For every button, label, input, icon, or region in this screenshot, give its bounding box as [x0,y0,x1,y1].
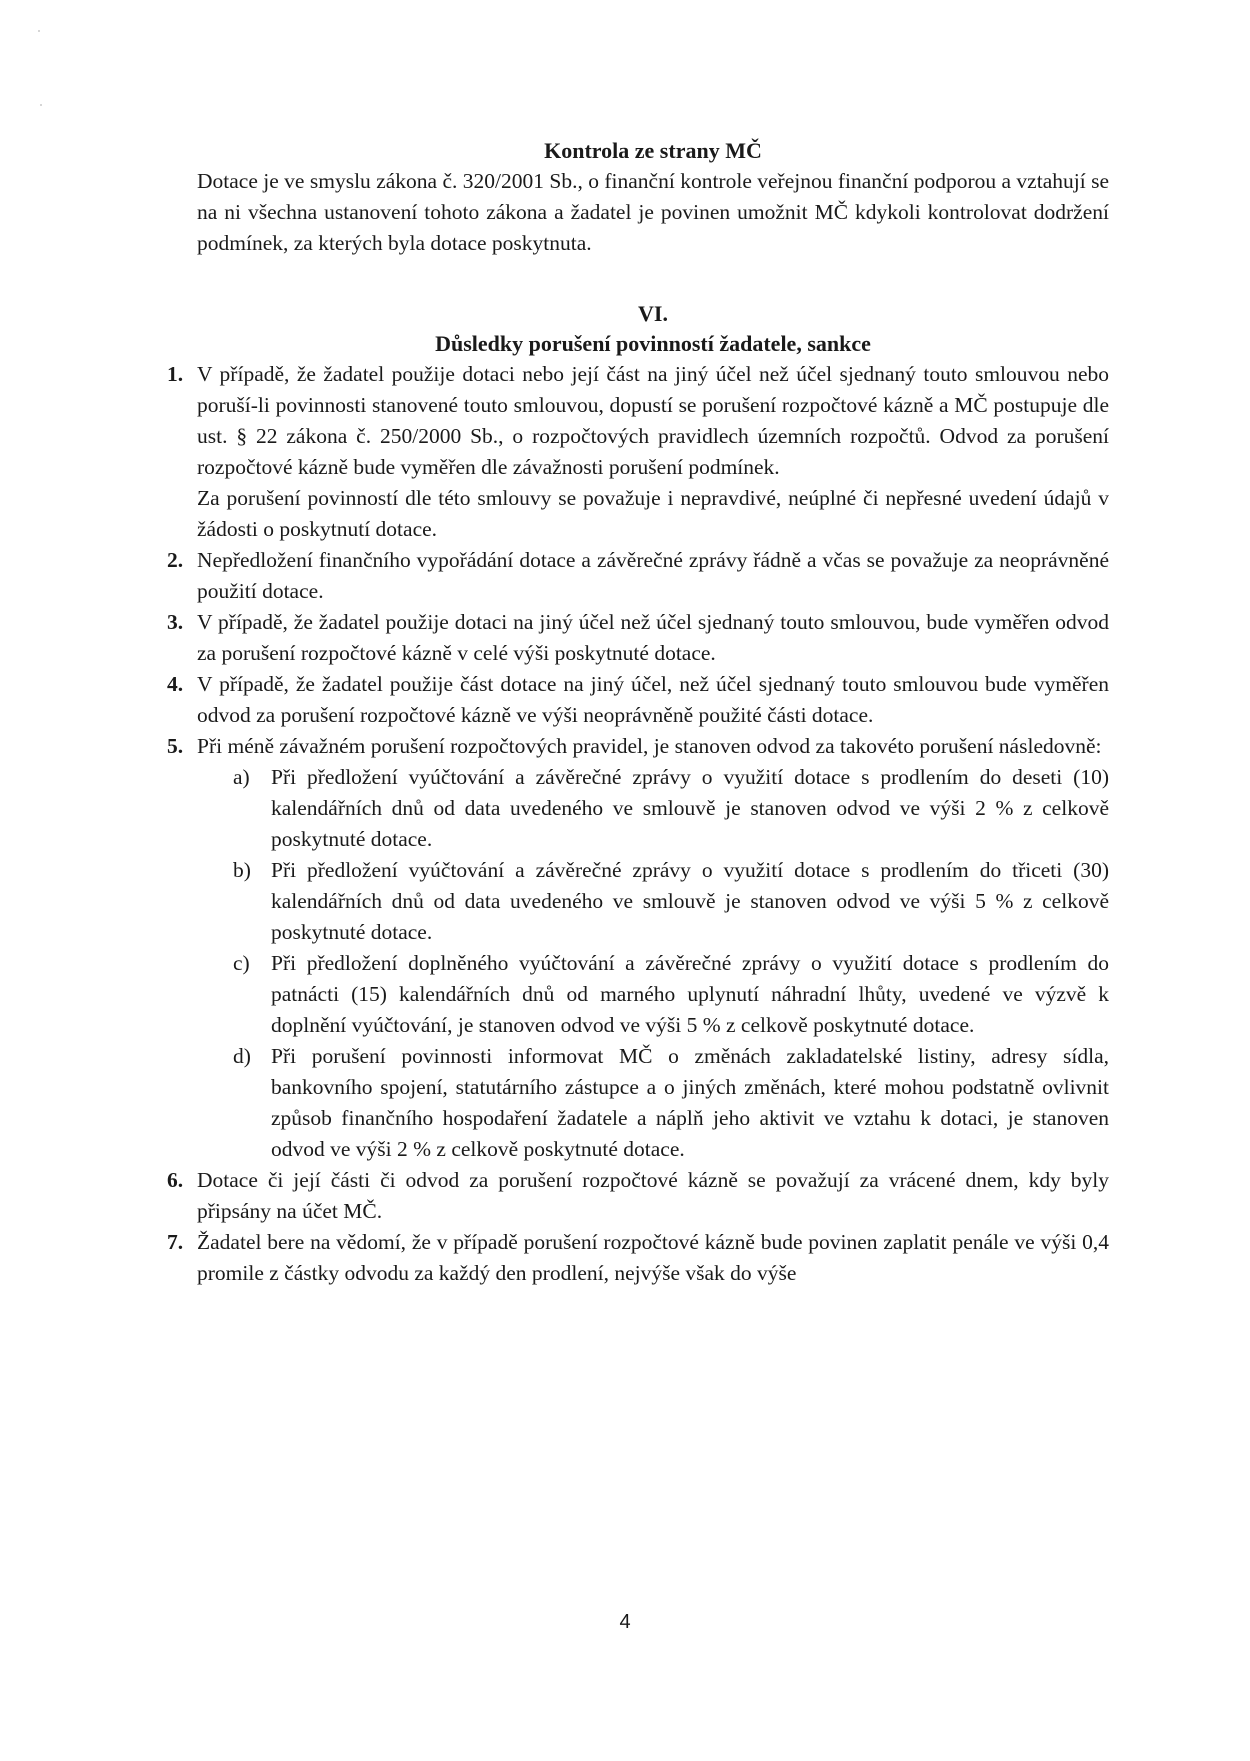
item-text: V případě, že žadatel použije část dotace na jiný účel, než účel sjednaný touto smlouvou bude vyměřen odvod za porušení rozpočtové kázně ve výši neoprávněně použité části dotace. [197,672,1109,727]
item-extra-text: Za porušení povinností dle této smlouvy se považuje i nepravdivé, neúplné či nepřesné uvedení údajů v žádosti o poskytnutí dotace. [197,486,1109,541]
sub-item-letter: c) [233,951,250,975]
item-number: 7. [167,1230,184,1254]
section-control-text: Dotace je ve smyslu zákona č. 320/2001 Sb., o finanční kontrole veřejnou finanční podporou a vztahují se na ni všechna ustanovení tohoto zákona a žadatel je povinen umožnit MČ kdykoli kontrolovat dodržení podmínek, za kterých byla dotace poskytnuta. [197,169,1109,255]
item-number: 2. [167,548,184,572]
page-content [167,136,1109,1289]
sub-item-text: Při předložení doplněného vyúčtování a závěrečné zprávy o využití dotace s prodlením do patnácti (15) kalendářních dnů od marného uplynutí náhradní lhůty, uvedené ve výzvě k doplnění vyúčtování, je stanoven odvod ve výši 5 % z celkově poskytnuté dotace. [271,951,1109,1037]
list-item-5 [167,731,1109,1165]
sub-item-text: Při předložení vyúčtování a závěrečné zprávy o využití dotace s prodlením do třiceti (30) kalendářních dnů od data uvedeného ve smlouvě je stanoven odvod ve výši 5 % z celkově poskytnuté dotace. [271,858,1109,944]
sub-item-c [233,948,1109,1041]
item-text: V případě, že žadatel použije dotaci na jiný účel než účel sjednaný touto smlouvou, bude vyměřen odvod za porušení rozpočtové kázně v celé výši poskytnuté dotace. [197,610,1109,665]
item-number: 4. [167,672,184,696]
item-text: Dotace či její části či odvod za porušení rozpočtové kázně se považují za vrácené dnem, kdy byly připsány na účet MČ. [197,1168,1109,1223]
sub-item-b [233,855,1109,948]
item-number: 6. [167,1168,184,1192]
item-text: Nepředložení finančního vypořádání dotace a závěrečné zprávy řádně a včas se považuje za neoprávněné použití dotace. [197,548,1109,603]
list-item-4 [167,669,1109,731]
item-text: Žadatel bere na vědomí, že v případě porušení rozpočtové kázně bude povinen zaplatit penále ve výši 0,4 promile z částky odvodu za každý den prodlení, nejvýše však do výše [197,1230,1109,1285]
item-text: V případě, že žadatel použije dotaci nebo její část na jiný účel než účel sjednaný touto smlouvou nebo poruší-li povinnosti stanovené touto smlouvou, dopustí se porušení rozpočtové kázně a MČ postupuje dle ust. § 22 zákona č. 250/2000 Sb., o rozpočtových pravidlech územních rozpočtů. Odvod za porušení rozpočtové kázně bude vyměřen dle závažnosti porušení podmínek. [197,362,1109,479]
sub-item-d [233,1041,1109,1165]
item-number: 1. [167,362,184,386]
item-number: 5. [167,734,184,758]
list-item-6 [167,1165,1109,1227]
sanctions-list [167,359,1109,1289]
section-control-title: Kontrola ze strany MČ [544,138,762,163]
sub-item-letter: a) [233,765,250,789]
page-number: 4 [619,1611,631,1633]
section-title: Důsledky porušení povinností žadatele, sankce [435,331,871,356]
list-item-7 [167,1227,1109,1289]
sub-item-text: Při porušení povinnosti informovat MČ o změnách zakladatelské listiny, adresy sídla, bankovního spojení, statutárního zástupce a o jiných změnách, které mohou podstatně ovlivnit způsob finančního hospodaření žadatele a náplň jeho aktivit ve vztahu k dotaci, je stanoven odvod ve výši 2 % z celkově poskytnuté dotace. [271,1044,1109,1161]
sub-item-letter: b) [233,858,251,882]
list-item-3 [167,607,1109,669]
scan-speck [38,30,40,32]
sub-list [197,762,1109,1165]
list-item-2 [167,545,1109,607]
scan-speck [40,104,42,106]
section-number: VI. [638,301,668,326]
sub-item-letter: d) [233,1044,251,1068]
sub-item-text: Při předložení vyúčtování a závěrečné zprávy o využití dotace s prodlením do deseti (10) kalendářních dnů od data uvedeného ve smlouvě je stanoven odvod ve výši 2 % z celkově poskytnuté dotace. [271,765,1109,851]
list-item-1 [167,359,1109,545]
item-text: Při méně závažném porušení rozpočtových pravidel, je stanoven odvod za takovéto porušení následovně: [197,734,1102,758]
sub-item-a [233,762,1109,855]
item-number: 3. [167,610,184,634]
